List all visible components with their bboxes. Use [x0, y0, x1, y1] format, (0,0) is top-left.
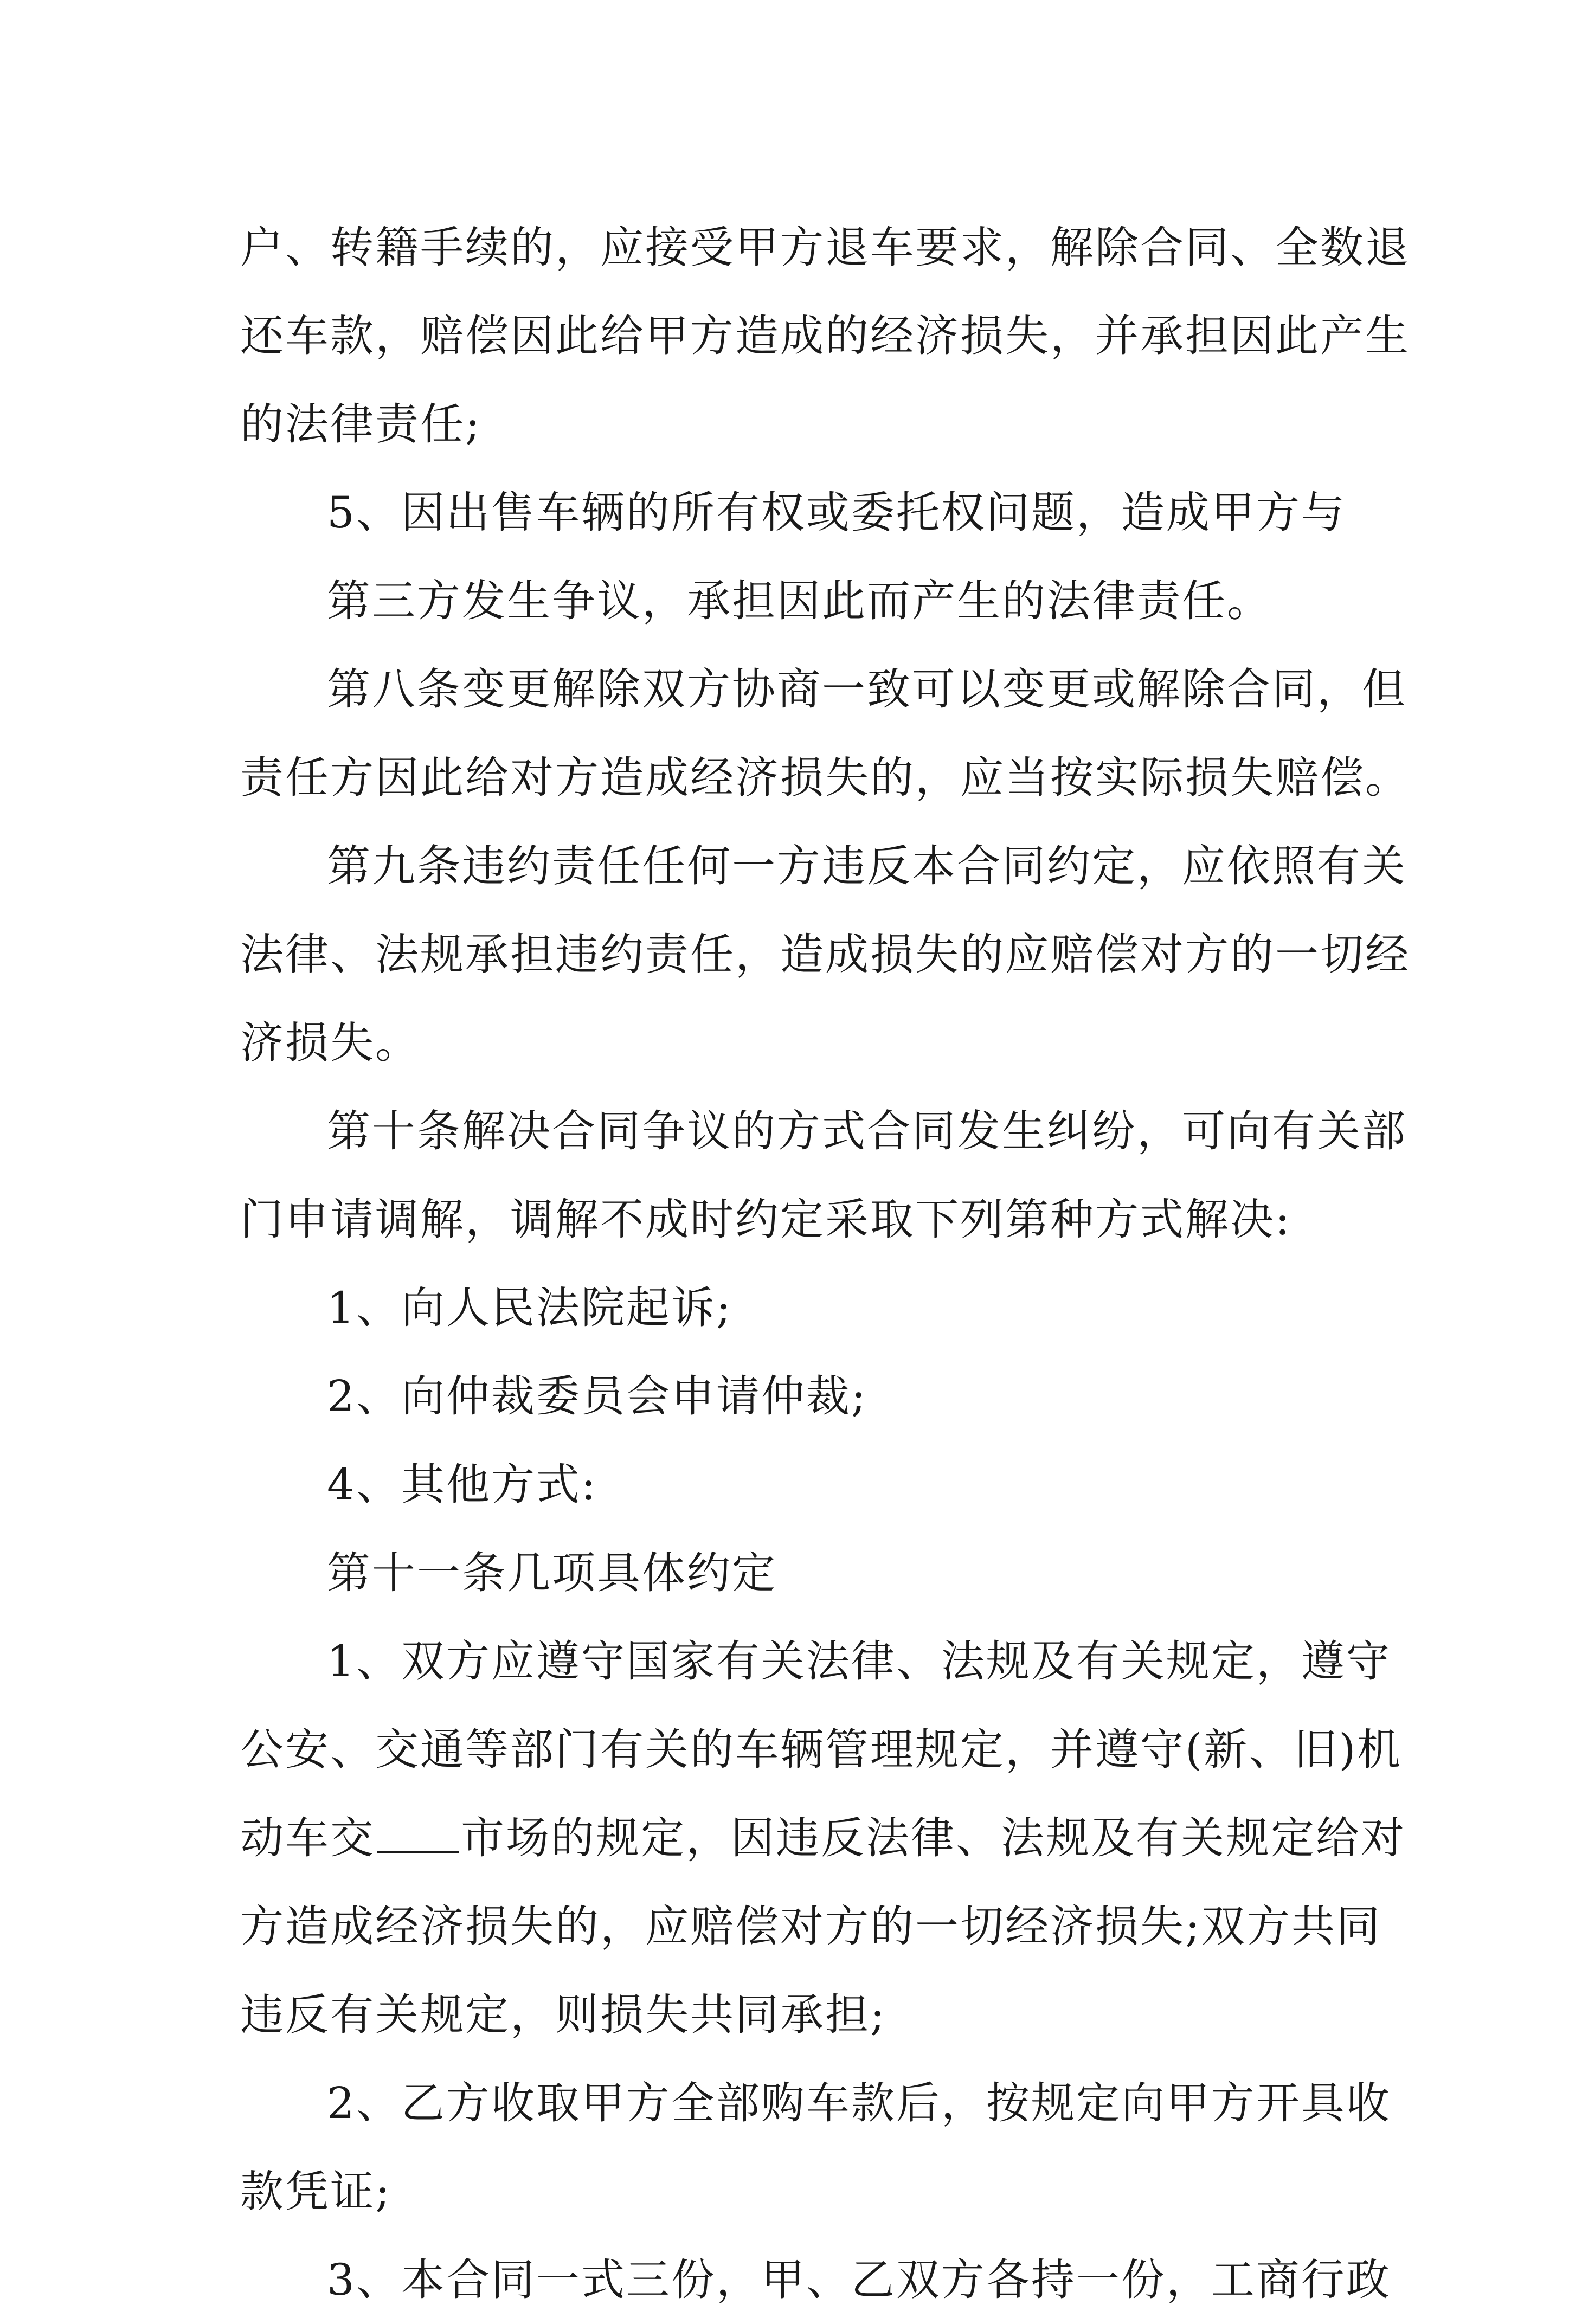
text-line: 门申请调解，调解不成时约定采取下列第种方式解决: [240, 1194, 1291, 1245]
text-line: 款凭证; [240, 2166, 391, 2217]
text-line: 违反有关规定，则损失共同承担; [240, 1990, 886, 2040]
text-line-with-blank [240, 1794, 1406, 1882]
text-line: 2、乙方收取甲方全部购车款后，按规定向甲方开具收 [327, 2078, 1391, 2128]
fill-in-blank [377, 1813, 459, 1853]
text-line: 济损失。 [240, 1018, 420, 1068]
text-line: 3、本合同一式三份，甲、乙双方各持一份，工商行政 [327, 2255, 1391, 2305]
text-line: 5、因出售车辆的所有权或委托权问题，造成甲方与 [327, 487, 1346, 538]
text-line: 第三方发生争议，承担因此而产生的法律责任。 [327, 576, 1272, 626]
text-line: 责任方因此给对方造成经济损失的，应当按实际损失赔偿。 [240, 752, 1410, 803]
text-line: 法律、法规承担违约责任，造成损失的应赔偿对方的一切经 [240, 929, 1410, 980]
text-segment: 动车交 [240, 1813, 375, 1863]
text-line: 户、转籍手续的，应接受甲方退车要求，解除合同、全数退 [240, 222, 1410, 273]
text-line: 4、其他方式: [327, 1459, 597, 1510]
text-line: 第十一条几项具体约定 [327, 1548, 777, 1598]
text-line: 方造成经济损失的，应赔偿对方的一切经济损失;双方共同 [240, 1901, 1381, 1952]
document-body [240, 203, 1410, 2324]
text-line: 1、向人民法院起诉; [327, 1283, 732, 1333]
text-line: 还车款，赔偿因此给甲方造成的经济损失，并承担因此产生 [240, 311, 1410, 361]
text-segment: 市场的规定，因违反法律、法规及有关规定给对 [461, 1813, 1406, 1863]
text-line: 公安、交通等部门有关的车辆管理规定，并遵守(新、旧)机 [240, 1724, 1403, 1775]
text-line: 第八条变更解除双方协商一致可以变更或解除合同，但 [327, 664, 1407, 714]
text-line: 2、向仲裁委员会申请仲裁; [327, 1371, 867, 1421]
text-line: 第十条解决合同争议的方式合同发生纠纷，可向有关部 [327, 1106, 1407, 1156]
text-line: 第九条违约责任任何一方违反本合同约定，应依照有关 [327, 841, 1407, 891]
text-line: 的法律责任; [240, 399, 481, 449]
text-line: 1、双方应遵守国家有关法律、法规及有关规定，遵守 [327, 1636, 1391, 1686]
